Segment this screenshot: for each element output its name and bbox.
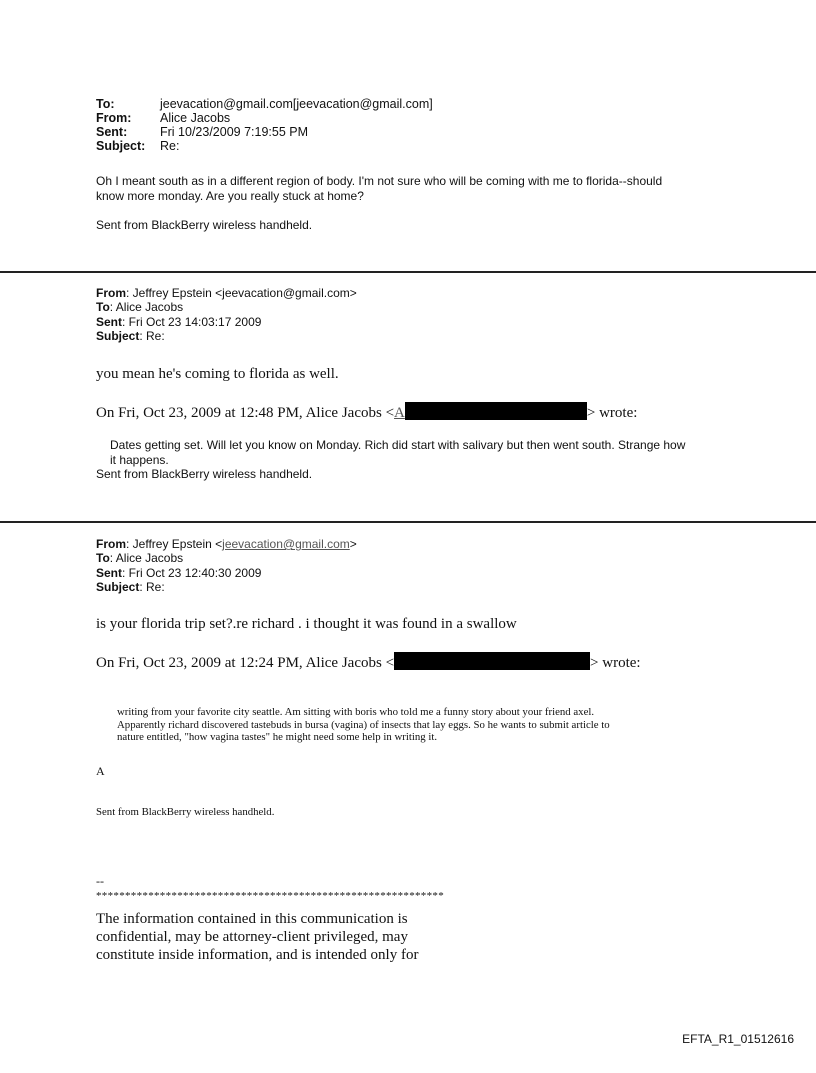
email1-body-line2: know more monday. Are you really stuck at home? [96, 188, 364, 203]
email2-header [96, 286, 357, 343]
email2-sent-label: Sent [96, 314, 123, 329]
email1-to-row [96, 97, 433, 111]
email2-quoted-line2: it happens. [110, 452, 169, 467]
email2-subject-value: : Re: [139, 328, 165, 343]
email3-separator: -- [96, 874, 104, 888]
email3-stars: ************************************************************ [96, 890, 444, 902]
email1-sent-row [96, 125, 433, 139]
email3-disclaimer-line3: constitute inside information, and is intended only for [96, 947, 419, 963]
email3-disclaimer-line1: The information contained in this communication is [96, 911, 408, 927]
email1-from-value: Alice Jacobs [160, 111, 231, 125]
email3-signature: Sent from BlackBerry wireless handheld. [96, 806, 275, 818]
email2-quote-link[interactable]: A [394, 405, 405, 421]
email1-from-row [96, 111, 433, 125]
email3-subject-label: Subject [96, 579, 140, 594]
email2-quote-suffix: > wrote: [586, 405, 638, 421]
email1-sent-label: Sent: [96, 125, 128, 139]
document-id: EFTA_R1_01512616 [682, 1032, 794, 1046]
email3-sent-value: : Fri Oct 23 12:40:30 2009 [122, 565, 262, 580]
email1-subject-label: Subject: [96, 139, 146, 153]
email3-quoted-line3: nature entitled, "how vagina tastes" he might need some help in writing it. [117, 731, 438, 744]
email2-quote-prefix: On Fri, Oct 23, 2009 at 12:48 PM, Alice Jacobs < [96, 405, 395, 421]
email1-to-label: To: [96, 97, 115, 111]
email1-body-line1: Oh I meant south as in a different region of body. I'm not sure who will be coming with me to florida--should [96, 174, 663, 188]
divider-2 [0, 521, 816, 523]
email2-body: you mean he's coming to florida as well. [96, 366, 339, 382]
email1-subject-value: Re: [160, 139, 180, 153]
email2-quote-line [96, 402, 637, 422]
email3-quote-suffix: > wrote: [590, 655, 641, 671]
divider-1 [0, 271, 816, 273]
email3-sent-label: Sent [96, 565, 123, 580]
email3-from-suffix: > [349, 537, 357, 551]
email2-to-label: To [96, 300, 110, 315]
email1-to-value: jeevacation@gmail.com[jeevacation@gmail.com] [160, 97, 433, 111]
email3-quote-line [96, 652, 641, 672]
email2-sent-value: : Fri Oct 23 14:03:17 2009 [122, 314, 262, 329]
email3-quoted-line1: writing from your favorite city seattle. Am sitting with boris who told me a funny story about your friend axel. [117, 706, 595, 718]
email1-from-label: From: [96, 111, 132, 125]
email2-from-label: From [96, 286, 126, 300]
email3-to-label: To [96, 551, 110, 566]
email2-subject-row [96, 329, 357, 343]
email3-to-row [96, 551, 357, 565]
email3-body: is your florida trip set?.re richard . i thought it was found in a swallow [96, 616, 517, 632]
email2-to-row [96, 300, 357, 314]
email3-subject-row [96, 580, 357, 594]
email3-disclaimer-line2: confidential, may be attorney-client privileged, may [96, 929, 408, 945]
email2-signature: Sent from BlackBerry wireless handheld. [96, 467, 313, 481]
email3-sent-row [96, 566, 357, 580]
email3-subject-value: : Re: [139, 579, 165, 594]
email3-from-link[interactable]: jeevacation@gmail.com [222, 537, 350, 551]
email3-header [96, 537, 357, 594]
email3-to-value: : Alice Jacobs [109, 551, 184, 566]
email3-quoted-line2: Apparently richard discovered tastebuds in bursa (vagina) of insects that lay eggs. So he wants to submit article to [117, 718, 610, 731]
email1-body [96, 174, 662, 203]
email2-sent-row [96, 315, 357, 329]
email2-quoted-line1: Dates getting set. Will let you know on Monday. Rich did start with salivary but then went south. Strange how [110, 438, 686, 452]
email2-to-value: : Alice Jacobs [109, 300, 184, 315]
email1-header [96, 97, 433, 153]
email1-signature: Sent from BlackBerry wireless handheld. [96, 218, 313, 232]
email3-from-row [96, 537, 357, 551]
redaction-block [405, 402, 587, 420]
email2-from-value: : Jeffrey Epstein <jeevacation@gmail.com> [126, 286, 357, 300]
email3-quote-prefix: On Fri, Oct 23, 2009 at 12:24 PM, Alice Jacobs < [96, 655, 395, 671]
email3-from-prefix: : Jeffrey Epstein < [126, 537, 223, 551]
email2-subject-label: Subject [96, 328, 140, 343]
email3-from-label: From [96, 537, 126, 551]
email1-sent-value: Fri 10/23/2009 7:19:55 PM [160, 125, 309, 139]
email3-quoted-text [117, 706, 610, 744]
redaction-block [394, 652, 590, 670]
email3-disclaimer [96, 910, 418, 964]
email2-quoted-text [110, 438, 685, 467]
email2-from-row [96, 286, 357, 300]
email3-initial: A [96, 764, 105, 778]
email1-subject-row [96, 139, 433, 153]
